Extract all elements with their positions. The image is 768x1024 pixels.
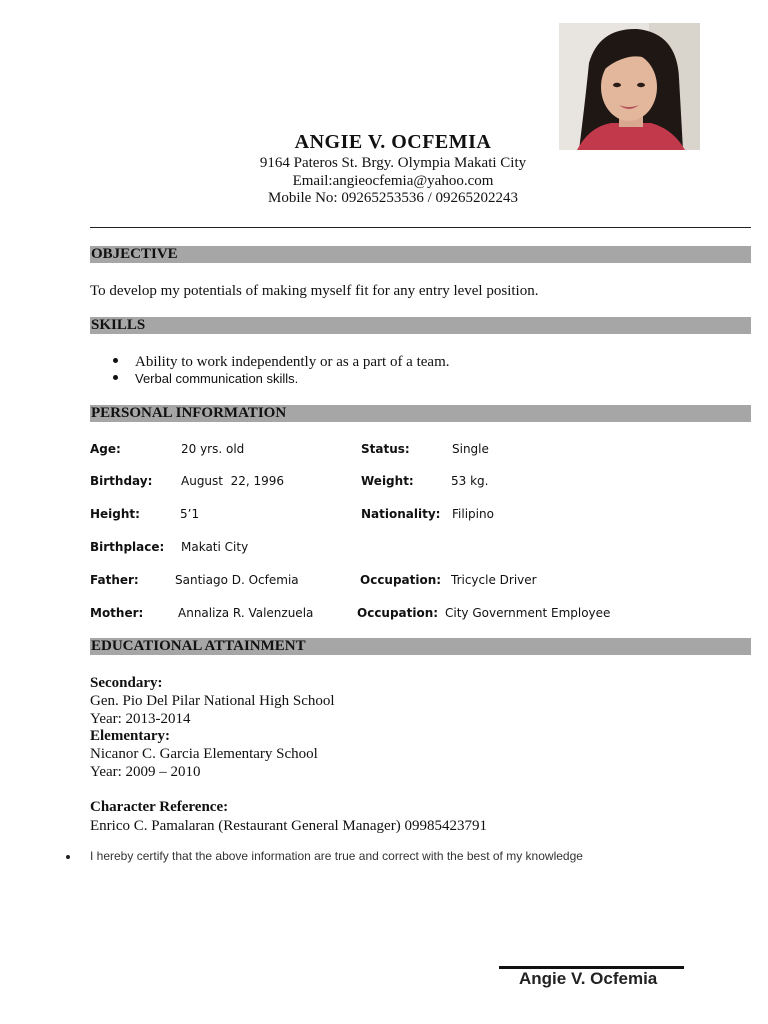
birthplace-label: Birthplace: [90,540,165,554]
reference-label: Character Reference: [90,799,229,815]
education-title: EDUCATIONAL ATTAINMENT [91,638,306,654]
secondary-year: Year: 2013-2014 [90,711,191,727]
father-occupation-value: Tricycle Driver [451,573,537,587]
weight-label: Weight: [361,474,414,488]
skills-header [90,317,751,334]
applicant-name: ANGIE V. OCFEMIA [294,131,492,153]
bullet-icon [66,855,70,859]
objective-header [90,246,751,263]
address: 9164 Pateros St. Brgy. Olympia Makati City [259,155,527,171]
secondary-school: Gen. Pio Del Pilar National High School [90,693,335,709]
elementary-year: Year: 2009 – 2010 [90,764,201,780]
father-label: Father: [90,573,139,587]
weight-value: 53 kg. [451,474,489,488]
height-value: 5’1 [180,507,200,521]
education-header [90,638,751,655]
age-value: 20 yrs. old [181,442,245,456]
status-label: Status: [361,442,410,456]
birthday-label: Birthday: [90,474,153,488]
personal-info-title: PERSONAL INFORMATION [91,405,287,421]
nationality-value: Filipino [452,507,494,521]
secondary-label: Secondary: [90,675,163,691]
bullet-icon [113,358,118,363]
birthplace-value: Makati City [181,540,249,554]
certification-statement: I hereby certify that the above information are true and correct with the best of my knowledge [90,849,583,863]
signature-name: Angie V. Ocfemia [519,969,658,988]
mother-value: Annaliza R. Valenzuela [178,606,314,620]
elementary-label: Elementary: [90,728,170,744]
skills-title: SKILLS [91,317,146,333]
birthday-value: August 22, 1996 [181,474,285,488]
email: Email:angieocfemia@yahoo.com [292,173,494,189]
mother-occupation-value: City Government Employee [445,606,611,620]
age-label: Age: [90,442,121,456]
status-value: Single [452,442,489,456]
reference-text: Enrico C. Pamalaran (Restaurant General Manager) 09985423791 [90,818,487,834]
skill-item: Verbal communication skills. [135,371,299,386]
height-label: Height: [90,507,140,521]
father-value: Santiago D. Ocfemia [175,573,299,587]
elementary-school: Nicanor C. Garcia Elementary School [90,746,318,762]
mother-label: Mother: [90,606,144,620]
mother-occupation-label: Occupation: [357,606,439,620]
bullet-icon [113,375,118,380]
skill-item: Ability to work independently or as a part of a team. [135,354,450,370]
objective-title: OBJECTIVE [91,246,178,262]
father-occupation-label: Occupation: [360,573,442,587]
personal-info-header [90,405,751,422]
objective-text: To develop my potentials of making myself fit for any entry level position. [90,283,539,299]
mobile-number: Mobile No: 09265253536 / 09265202243 [268,190,518,206]
nationality-label: Nationality: [361,507,441,521]
header-divider [90,227,751,228]
